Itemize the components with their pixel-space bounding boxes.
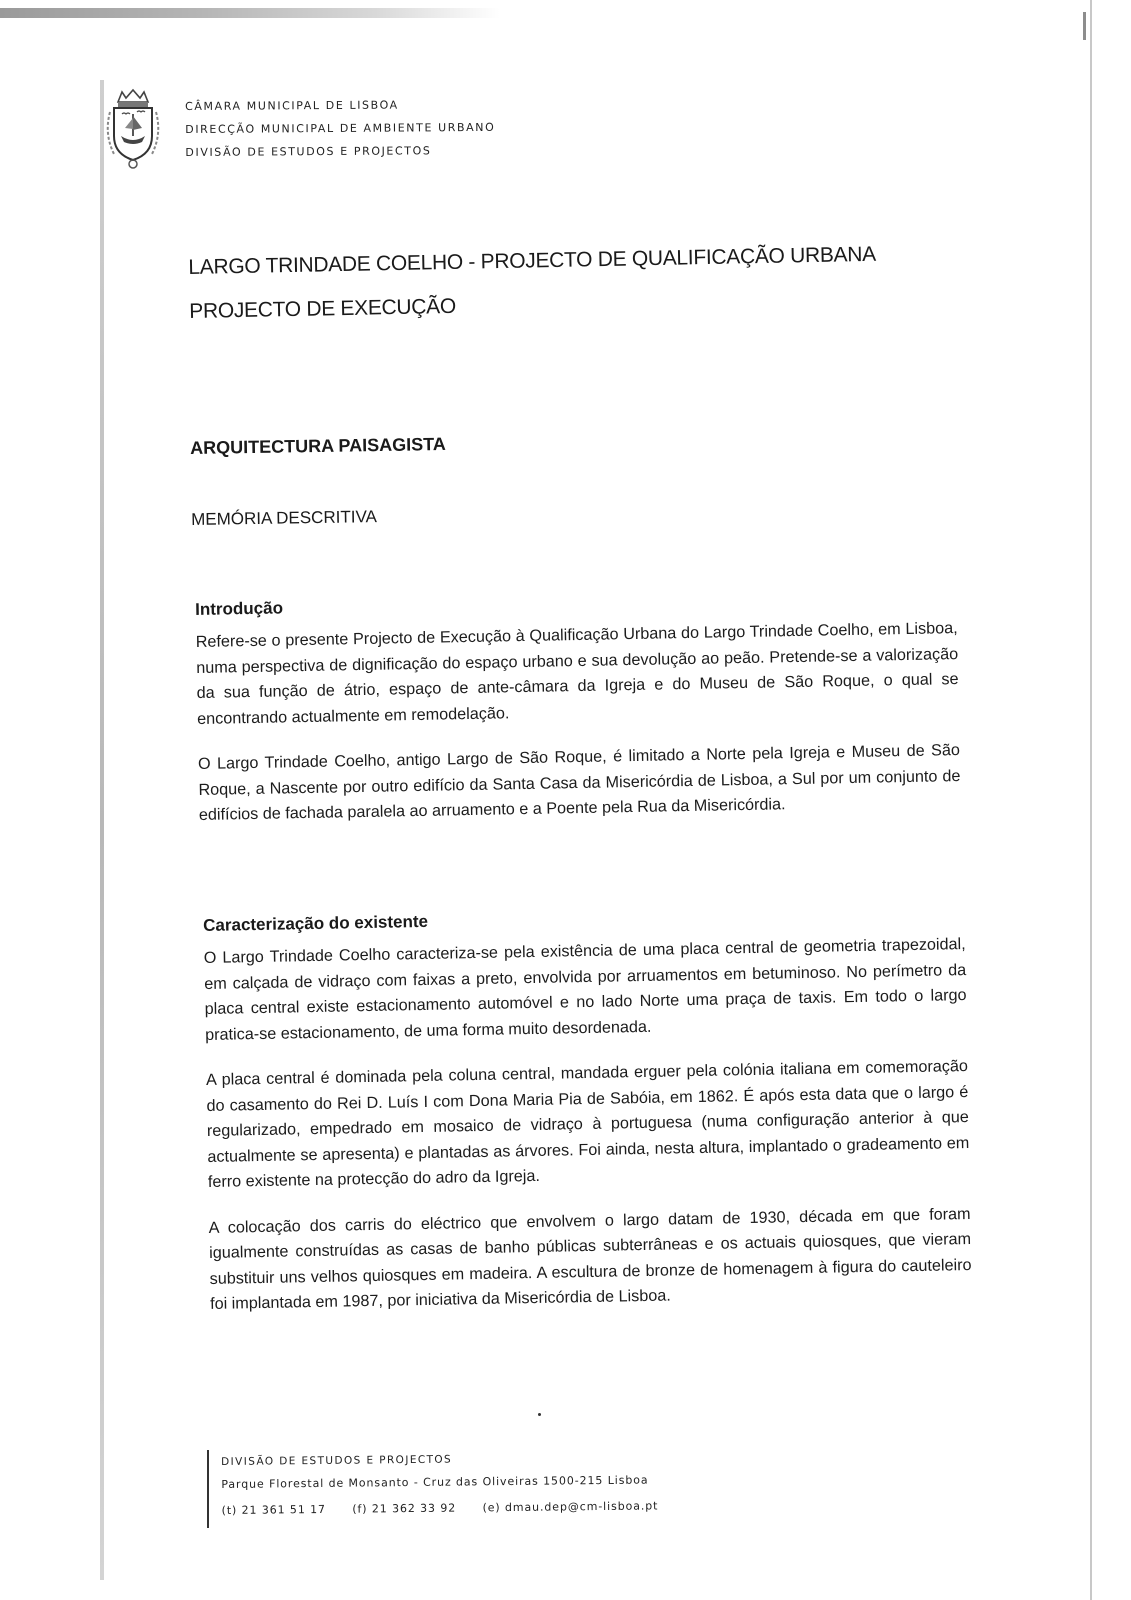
- footer-division: DIVISÃO DE ESTUDOS E PROJECTOS: [221, 1453, 453, 1468]
- section-heading: Introdução: [195, 598, 284, 619]
- scan-artifact-mark: [1083, 12, 1086, 40]
- footer-contacts: [221, 1493, 680, 1524]
- footer-divider: [207, 1450, 209, 1528]
- org-division: DIVISÃO DE ESTUDOS E PROJECTOS: [185, 144, 432, 159]
- paragraph: O Largo Trindade Coelho, antigo Largo de São Roque, é limitado a Norte pela Igreja e Museu de São Roque, a Nascente por outro edifício da Santa Casa da Misericórdia de Lisboa, a Sul por um conjunto de edifícios de fachada paralela ao arruamento e a Poente pela Rua da Misericórdia.: [197, 741, 961, 824]
- title-block: [188, 233, 877, 334]
- project-title: LARGO TRINDADE COELHO - PROJECTO DE QUALIFICAÇÃO URBANA: [188, 242, 877, 279]
- paragraph: A colocação dos carris do eléctrico que envolvem o largo datam de 1930, década em que foram igualmente construídas as casas de banho públicas subterrâneas e os actuais quiosques, que vieram substituir uns velhos quiosques em madeira. A escultura de bronze de homenagem à figura do cauteleiro foi implantada em 1987, por iniciativa da Misericórdia de Lisboa.: [208, 1204, 972, 1313]
- scan-speck: [538, 1413, 541, 1416]
- scan-artifact-right-edge: [1090, 0, 1092, 1600]
- project-phase: PROJECTO DE EXECUÇÃO: [189, 294, 457, 323]
- org-directorate: DIRECÇÃO MUNICIPAL DE AMBIENTE URBANO: [185, 120, 496, 136]
- section-heading: Caracterização do existente: [203, 911, 429, 935]
- org-name: CÂMARA MUNICIPAL DE LISBOA: [185, 98, 399, 113]
- paragraph: Refere-se o presente Projecto de Execução à Qualificação Urbana do Largo Trindade Coelho, em Lisboa, numa perspectiva de dignificação do espaço urbano e sua devolução ao peão. Pretende-se a valorização da sua função de átrio, espaço de ante-câmara da Igreja e do Museu de São Roque, o qual se encontrando actualmente em remodelação.: [195, 619, 959, 728]
- footer-phone: (t) 21 361 51 17: [221, 1502, 326, 1517]
- existing-conditions-section: [203, 902, 973, 1337]
- organization-header: [185, 93, 496, 164]
- footer-email: (e) dmau.dep@cm-lisboa.pt: [482, 1499, 659, 1515]
- footer-fax: (f) 21 362 33 92: [352, 1501, 457, 1516]
- scan-artifact-top: [0, 8, 500, 18]
- discipline-heading: ARQUITECTURA PAISAGISTA: [190, 433, 446, 458]
- scan-artifact-left-edge: [100, 80, 104, 1580]
- lisbon-coat-of-arms-icon: [104, 88, 162, 170]
- document-type: MEMÓRIA DESCRITIVA: [191, 507, 378, 529]
- paragraph: O Largo Trindade Coelho caracteriza-se pela existência de uma placa central de geometria trapezoidal, em calçada de vidraço com faixas a preto, envolvida por arruamentos em betuminoso. No perímetro da placa central existe estacionamento automóvel e no lado Norte uma praça de taxis. Em todo o largo pratica-se estacionamento, de uma forma muito desordenada.: [203, 935, 967, 1044]
- paragraph: A placa central é dominada pela coluna central, mandada erguer pela colónia italiana em comemoração do casamento do Rei D. Luís I com Dona Maria Pia de Sabóia, em 1862. É após esta data que o largo é regularizado, empedrado em mosaico de vidraço à portuguesa (numa configuração anterior à que actualmente se apresenta) e plantadas as árvores. Foi ainda, nesta altura, implantado o gradeamento em ferro existente na protecção do adro da Igreja.: [205, 1057, 970, 1191]
- footer: [221, 1447, 680, 1524]
- introduction-section: [195, 586, 961, 848]
- footer-address: Parque Florestal de Monsanto - Cruz das Oliveiras 1500-215 Lisboa: [221, 1473, 649, 1491]
